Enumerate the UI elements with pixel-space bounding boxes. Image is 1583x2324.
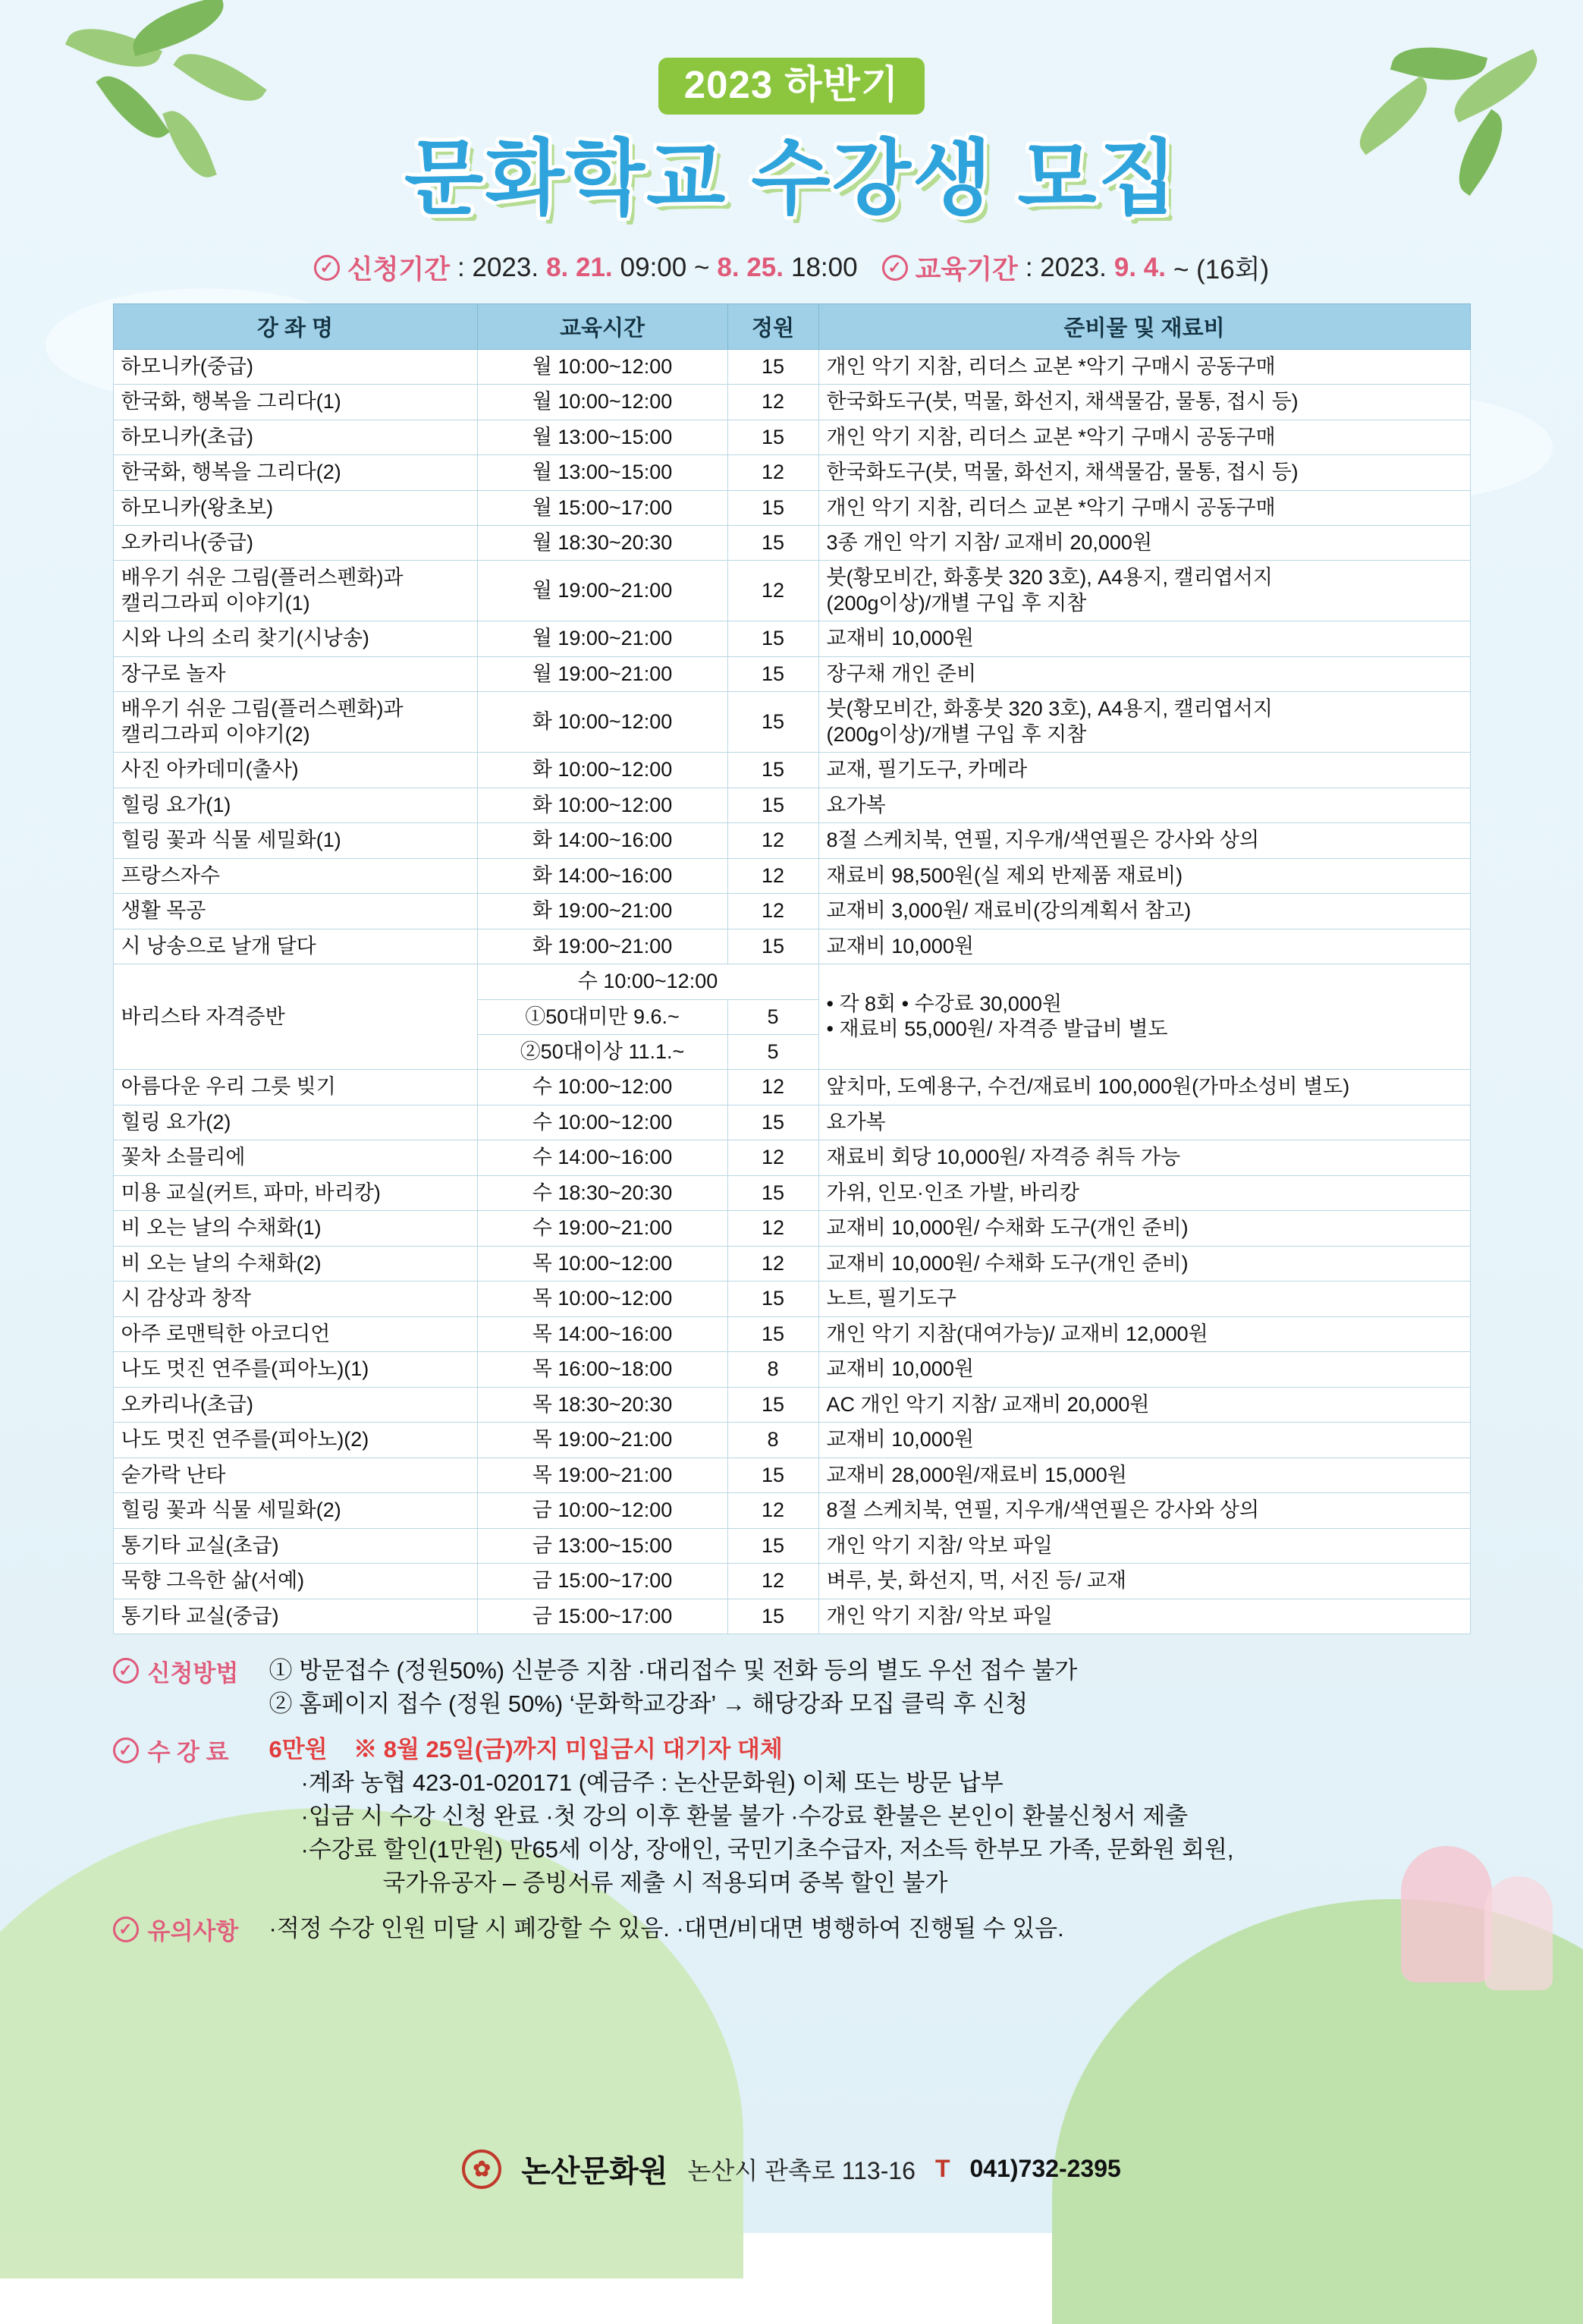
course-name-line1: 배우기 쉬운 그림(플러스펜화)과	[121, 566, 404, 590]
flower-logo-icon: ✿	[462, 2149, 501, 2189]
table-row	[113, 929, 1470, 964]
course-time: 목 18:30~20:30	[477, 1387, 727, 1422]
course-capacity: 12	[727, 858, 818, 893]
table-row	[113, 656, 1470, 691]
course-time: 월 18:30~20:30	[477, 525, 727, 560]
fee-label-group	[113, 1733, 257, 1767]
course-time: 목 19:00~21:00	[477, 1458, 727, 1492]
course-time: 월 19:00~21:00	[477, 561, 727, 621]
course-capacity: 15	[727, 490, 818, 525]
course-time: 목 16:00~18:00	[477, 1352, 727, 1387]
course-capacity: 15	[727, 1316, 818, 1351]
course-time: 화 19:00~21:00	[477, 894, 727, 929]
course-capacity: 12	[727, 561, 818, 621]
education-period-label: 교육기간	[915, 254, 1018, 285]
page-title: 문화학교 수강생 모집	[404, 132, 1179, 224]
course-capacity: 15	[727, 621, 818, 656]
apply-method-line-1: ① 방문접수 (정원50%) 신분증 지참 ·대리접수 및 전화 등의 별도 우선 접수 불가	[269, 1656, 1078, 1684]
table-row	[113, 621, 1470, 656]
course-name-line1: 배우기 쉬운 그림(플러스펜화)과	[121, 697, 404, 721]
table-row	[113, 1211, 1470, 1246]
course-materials: 개인 악기 지참, 리더스 교본 *악기 구매시 공동구매	[818, 349, 1470, 384]
course-name: 아주 로맨틱한 아코디언	[113, 1316, 477, 1351]
course-capacity: 15	[727, 420, 818, 454]
course-time: 금 15:00~17:00	[477, 1599, 727, 1634]
course-capacity: 12	[727, 894, 818, 929]
course-materials: 한국화도구(붓, 먹물, 화선지, 채색물감, 물통, 접시 등)	[818, 455, 1470, 490]
course-name: 바리스타 자격증반	[113, 964, 477, 1070]
course-table-wrapper	[113, 303, 1471, 1634]
poster-header	[0, 0, 1583, 223]
course-materials-line2: • 재료비 55,000원/ 자격증 발급비 별도	[826, 1017, 1168, 1041]
check-icon: ✓	[113, 1917, 139, 1942]
course-name: 하모니카(초급)	[113, 420, 477, 454]
fee-warning: ※ 8월 25일(금)까지 미입금시 대기자 대체	[353, 1736, 783, 1763]
course-name: 프랑스자수	[113, 858, 477, 893]
table-row	[113, 1493, 1470, 1528]
check-icon: ✓	[113, 1658, 139, 1684]
table-row	[113, 385, 1470, 420]
telephone-icon-label: T	[934, 2155, 950, 2182]
course-materials: AC 개인 악기 지참/ 교재비 20,000원	[818, 1387, 1470, 1422]
course-materials: 개인 악기 지참, 리더스 교본 *악기 구매시 공동구매	[818, 420, 1470, 454]
course-materials: 노트, 필기도구	[818, 1282, 1470, 1316]
apply-period-label: 신청기간	[347, 254, 451, 285]
course-materials: 교재비 10,000원	[818, 621, 1470, 656]
course-name-line2: 캘리그라피 이야기(1)	[121, 591, 310, 615]
table-row	[113, 1423, 1470, 1458]
course-time: 월 13:00~15:00	[477, 420, 727, 454]
course-name	[113, 561, 477, 621]
col-header-capacity: 정원	[727, 303, 818, 349]
check-icon: ✓	[314, 255, 340, 281]
course-table-body	[113, 349, 1470, 1634]
check-icon: ✓	[113, 1737, 139, 1763]
course-time: 목 10:00~12:00	[477, 1282, 727, 1316]
course-capacity: 12	[727, 1246, 818, 1281]
table-row	[113, 1387, 1470, 1422]
apply-period	[314, 249, 858, 287]
table-row	[113, 1140, 1470, 1175]
course-materials: 교재, 필기도구, 카메라	[818, 753, 1470, 788]
course-capacity: 15	[727, 929, 818, 964]
course-capacity: 12	[727, 1140, 818, 1175]
apply-method-label-group	[113, 1654, 257, 1688]
course-materials: 벼루, 붓, 화선지, 먹, 서진 등/ 교재	[818, 1564, 1470, 1599]
course-name: 아름다운 우리 그릇 빚기	[113, 1070, 477, 1105]
education-period	[882, 249, 1270, 287]
table-row	[113, 1175, 1470, 1210]
course-capacity: 15	[727, 1175, 818, 1210]
apply-method-block	[113, 1654, 1471, 1721]
course-table-head	[113, 303, 1470, 349]
caution-line: ·적정 수강 인원 미달 시 폐강할 수 있음. ·대면/비대면 병행하여 진행될 수 있음.	[269, 1915, 1064, 1942]
course-materials	[818, 964, 1470, 1070]
course-time: 화 14:00~16:00	[477, 823, 727, 858]
table-row	[113, 349, 1470, 384]
course-materials-line1: • 각 8회 • 수강료 30,000원	[826, 992, 1063, 1015]
course-capacity: 15	[727, 525, 818, 560]
course-capacity: 15	[727, 1387, 818, 1422]
course-capacity: 15	[727, 788, 818, 822]
course-materials	[818, 561, 1470, 621]
course-name-line2: 캘리그라피 이야기(2)	[121, 722, 310, 746]
course-time: 수 18:30~20:30	[477, 1175, 727, 1210]
table-row	[113, 788, 1470, 822]
course-time: 수 10:00~12:00	[477, 1105, 727, 1140]
course-capacity: 15	[727, 1282, 818, 1316]
course-materials: 재료비 98,500원(실 제외 반제품 재료비)	[818, 858, 1470, 893]
table-row	[113, 1316, 1470, 1351]
fee-amount: 6만원	[269, 1736, 328, 1763]
course-materials: 요가복	[818, 788, 1470, 822]
course-materials: 교재비 10,000원	[818, 1352, 1470, 1387]
course-materials: 개인 악기 지참(대여가능)/ 교재비 12,000원	[818, 1316, 1470, 1351]
course-materials-line2: (200g이상)/개별 구입 후 지참	[826, 722, 1087, 746]
fee-line-3: ·수강료 할인(1만원) 만65세 이상, 장애인, 국민기초수급자, 저소득 한부모 가족, 문화원 회원,	[300, 1836, 1234, 1863]
course-capacity: 15	[727, 1599, 818, 1634]
course-materials: 장구채 개인 준비	[818, 656, 1470, 691]
course-capacity: 15	[727, 349, 818, 384]
year-badge: 2023 하반기	[658, 58, 925, 115]
organization-address: 논산시 관촉로 113-16	[687, 2156, 916, 2184]
course-materials: 교재비 10,000원/ 수채화 도구(개인 준비)	[818, 1211, 1470, 1246]
course-materials: 한국화도구(붓, 먹물, 화선지, 채색물감, 물통, 접시 등)	[818, 385, 1470, 420]
course-name: 하모니카(왕초보)	[113, 490, 477, 525]
course-materials: 재료비 회당 10,000원/ 자격증 취득 가능	[818, 1140, 1470, 1175]
table-row	[113, 1599, 1470, 1634]
course-materials: 8절 스케치북, 연필, 지우개/색연필은 강사와 상의	[818, 823, 1470, 858]
course-materials-line1: 붓(황모비간, 화홍붓 320 3호), A4용지, 캘리엽서지	[826, 697, 1273, 721]
education-period-prefix: : 2023.	[1025, 252, 1107, 282]
course-name: 오카리나(초급)	[113, 1387, 477, 1422]
table-row	[113, 1070, 1470, 1105]
course-name: 힐링 요가(2)	[113, 1105, 477, 1140]
course-name: 통기타 교실(초급)	[113, 1528, 477, 1563]
col-header-time: 교육시간	[477, 303, 727, 349]
course-materials: 요가복	[818, 1105, 1470, 1140]
course-capacity: 8	[727, 1352, 818, 1387]
course-materials	[818, 692, 1470, 753]
course-materials: 개인 악기 지참/ 악보 파일	[818, 1528, 1470, 1563]
course-time: 목 14:00~16:00	[477, 1316, 727, 1351]
course-name: 사진 아카데미(출사)	[113, 753, 477, 788]
table-header-row	[113, 303, 1470, 349]
table-row	[113, 1246, 1470, 1281]
course-name: 생활 목공	[113, 894, 477, 929]
fee-block	[113, 1733, 1471, 1900]
course-name: 힐링 요가(1)	[113, 788, 477, 822]
table-row	[113, 823, 1470, 858]
course-capacity: 12	[727, 1564, 818, 1599]
course-materials-line2: (200g이상)/개별 구입 후 지참	[826, 591, 1087, 615]
course-name: 꽃차 소믈리에	[113, 1140, 477, 1175]
course-materials: 교재비 10,000원	[818, 929, 1470, 964]
table-row	[113, 1528, 1470, 1563]
course-time: 화 10:00~12:00	[477, 692, 727, 753]
fee-headline	[269, 1733, 1471, 1766]
course-capacity: 12	[727, 385, 818, 420]
table-row	[113, 753, 1470, 788]
course-capacity: 12	[727, 1070, 818, 1105]
course-capacity: 12	[727, 823, 818, 858]
organization-name: 논산문화원	[521, 2155, 668, 2188]
course-time: 화 10:00~12:00	[477, 753, 727, 788]
caution-block	[113, 1912, 1471, 1946]
course-capacity: 12	[727, 1493, 818, 1528]
course-time: 월 15:00~17:00	[477, 490, 727, 525]
fee-line-1: ·계좌 농협 423-01-020171 (예금주 : 논산문화원) 이체 또는 방문 납부	[300, 1769, 1004, 1797]
course-time: 화 10:00~12:00	[477, 788, 727, 822]
course-time: 월 10:00~12:00	[477, 349, 727, 384]
apply-start-time: 09:00 ~	[620, 252, 710, 282]
course-name: 한국화, 행복을 그리다(2)	[113, 455, 477, 490]
table-row	[113, 858, 1470, 893]
course-time: 수 10:00~12:00	[477, 1070, 727, 1105]
course-capacity: 15	[727, 1528, 818, 1563]
course-name: 묵향 그윽한 삶(서예)	[113, 1564, 477, 1599]
course-name: 나도 멋진 연주를(피아노)(2)	[113, 1423, 477, 1458]
apply-period-prefix: : 2023.	[457, 252, 539, 282]
course-name: 시 낭송으로 날개 달다	[113, 929, 477, 964]
caution-label: 유의사항	[147, 1918, 239, 1945]
course-time: 수 19:00~21:00	[477, 1211, 727, 1246]
table-row	[113, 1282, 1470, 1316]
apply-method-body	[269, 1654, 1471, 1721]
course-time: 수 10:00~12:00	[477, 964, 818, 999]
course-name: 숟가락 난타	[113, 1458, 477, 1492]
apply-end-date: 8. 25.	[717, 252, 784, 282]
course-time: 목 10:00~12:00	[477, 1246, 727, 1281]
course-option-1-capacity: 5	[727, 999, 818, 1034]
education-start-date: 9. 4.	[1113, 252, 1166, 282]
apply-end-time: 18:00	[790, 252, 858, 282]
poster-footer	[0, 2147, 1583, 2190]
apply-method-line-2: ② 홈페이지 접수 (정원 50%) ‘문화학교강좌’ → 해당강좌 모집 클릭 후 신청	[269, 1690, 1029, 1717]
course-table	[113, 303, 1471, 1634]
apply-start-date: 8. 21.	[546, 252, 613, 282]
period-info	[0, 249, 1583, 287]
col-header-materials: 준비물 및 재료비	[818, 303, 1470, 349]
course-time: 목 19:00~21:00	[477, 1423, 727, 1458]
course-time: 수 14:00~16:00	[477, 1140, 727, 1175]
course-capacity: 15	[727, 753, 818, 788]
course-materials: 교재비 3,000원/ 재료비(강의계획서 참고)	[818, 894, 1470, 929]
course-time: 월 10:00~12:00	[477, 385, 727, 420]
course-capacity: 15	[727, 1458, 818, 1492]
course-materials: 교재비 10,000원	[818, 1423, 1470, 1458]
course-materials-line1: 붓(황모비간, 화홍붓 320 3호), A4용지, 캘리엽서지	[826, 566, 1273, 590]
course-time: 월 19:00~21:00	[477, 621, 727, 656]
course-capacity: 15	[727, 692, 818, 753]
table-row	[113, 1564, 1470, 1599]
course-name: 하모니카(중급)	[113, 349, 477, 384]
telephone-number: 041)732-2395	[969, 2155, 1121, 2182]
course-name: 장구로 놀자	[113, 656, 477, 691]
course-materials: 앞치마, 도예용구, 수건/재료비 100,000원(가마소성비 별도)	[818, 1070, 1470, 1105]
course-materials: 교재비 10,000원/ 수채화 도구(개인 준비)	[818, 1246, 1470, 1281]
course-name: 비 오는 날의 수채화(2)	[113, 1246, 477, 1281]
table-row	[113, 455, 1470, 490]
course-name: 시 감상과 창작	[113, 1282, 477, 1316]
table-row	[113, 1105, 1470, 1140]
course-name: 시와 나의 소리 찾기(시낭송)	[113, 621, 477, 656]
course-name: 오카리나(중급)	[113, 525, 477, 560]
education-sessions: ~ (16회)	[1173, 254, 1270, 285]
course-capacity: 12	[727, 1211, 818, 1246]
course-time: 금 13:00~15:00	[477, 1528, 727, 1563]
course-materials: 개인 악기 지참/ 악보 파일	[818, 1599, 1470, 1634]
course-name: 미용 교실(커트, 파마, 바리캉)	[113, 1175, 477, 1210]
course-materials: 8절 스케치북, 연필, 지우개/색연필은 강사와 상의	[818, 1493, 1470, 1528]
table-row	[113, 525, 1470, 560]
table-row	[113, 692, 1470, 753]
caution-label-group	[113, 1912, 257, 1946]
course-materials: 개인 악기 지참, 리더스 교본 *악기 구매시 공동구매	[818, 490, 1470, 525]
course-time: 월 13:00~15:00	[477, 455, 727, 490]
course-materials: 가위, 인모·인조 가발, 바리캉	[818, 1175, 1470, 1210]
fee-label: 수 강 료	[147, 1739, 229, 1766]
caution-body	[269, 1912, 1471, 1945]
course-capacity: 15	[727, 656, 818, 691]
col-header-name: 강 좌 명	[113, 303, 477, 349]
course-option-2: ②50대이상 11.1.~	[477, 1035, 727, 1070]
table-row	[113, 561, 1470, 621]
course-name	[113, 692, 477, 753]
course-capacity: 12	[727, 455, 818, 490]
table-row	[113, 1352, 1470, 1387]
course-option-1: ①50대미만 9.6.~	[477, 999, 727, 1034]
table-row	[113, 420, 1470, 454]
fee-body	[269, 1733, 1471, 1900]
course-time: 금 10:00~12:00	[477, 1493, 727, 1528]
course-name: 통기타 교실(중급)	[113, 1599, 477, 1634]
course-name: 한국화, 행복을 그리다(1)	[113, 385, 477, 420]
course-option-2-capacity: 5	[727, 1035, 818, 1070]
check-icon: ✓	[882, 255, 908, 281]
course-capacity: 15	[727, 1105, 818, 1140]
table-row	[113, 490, 1470, 525]
fee-line-2: ·입금 시 수강 신청 완료 ·첫 강의 이후 환불 불가 ·수강료 환불은 본인이 환불신청서 제출	[300, 1803, 1189, 1830]
course-materials: 교재비 28,000원/재료비 15,000원	[818, 1458, 1470, 1492]
table-row	[113, 1458, 1470, 1492]
fee-line-4: 국가유공자 – 증빙서류 제출 시 적용되며 중복 할인 불가	[382, 1870, 948, 1897]
table-row-barista	[113, 964, 1470, 999]
course-time: 월 19:00~21:00	[477, 656, 727, 691]
course-materials: 3종 개인 악기 지참/ 교재비 20,000원	[818, 525, 1470, 560]
course-name: 나도 멋진 연주를(피아노)(1)	[113, 1352, 477, 1387]
course-name: 힐링 꽃과 식물 세밀화(1)	[113, 823, 477, 858]
course-name: 힐링 꽃과 식물 세밀화(2)	[113, 1493, 477, 1528]
course-time: 화 19:00~21:00	[477, 929, 727, 964]
table-row	[113, 894, 1470, 929]
course-name: 비 오는 날의 수채화(1)	[113, 1211, 477, 1246]
course-time: 금 15:00~17:00	[477, 1564, 727, 1599]
course-capacity: 8	[727, 1423, 818, 1458]
apply-method-label: 신청방법	[147, 1659, 239, 1687]
notes-section	[113, 1654, 1471, 1946]
course-time: 화 14:00~16:00	[477, 858, 727, 893]
